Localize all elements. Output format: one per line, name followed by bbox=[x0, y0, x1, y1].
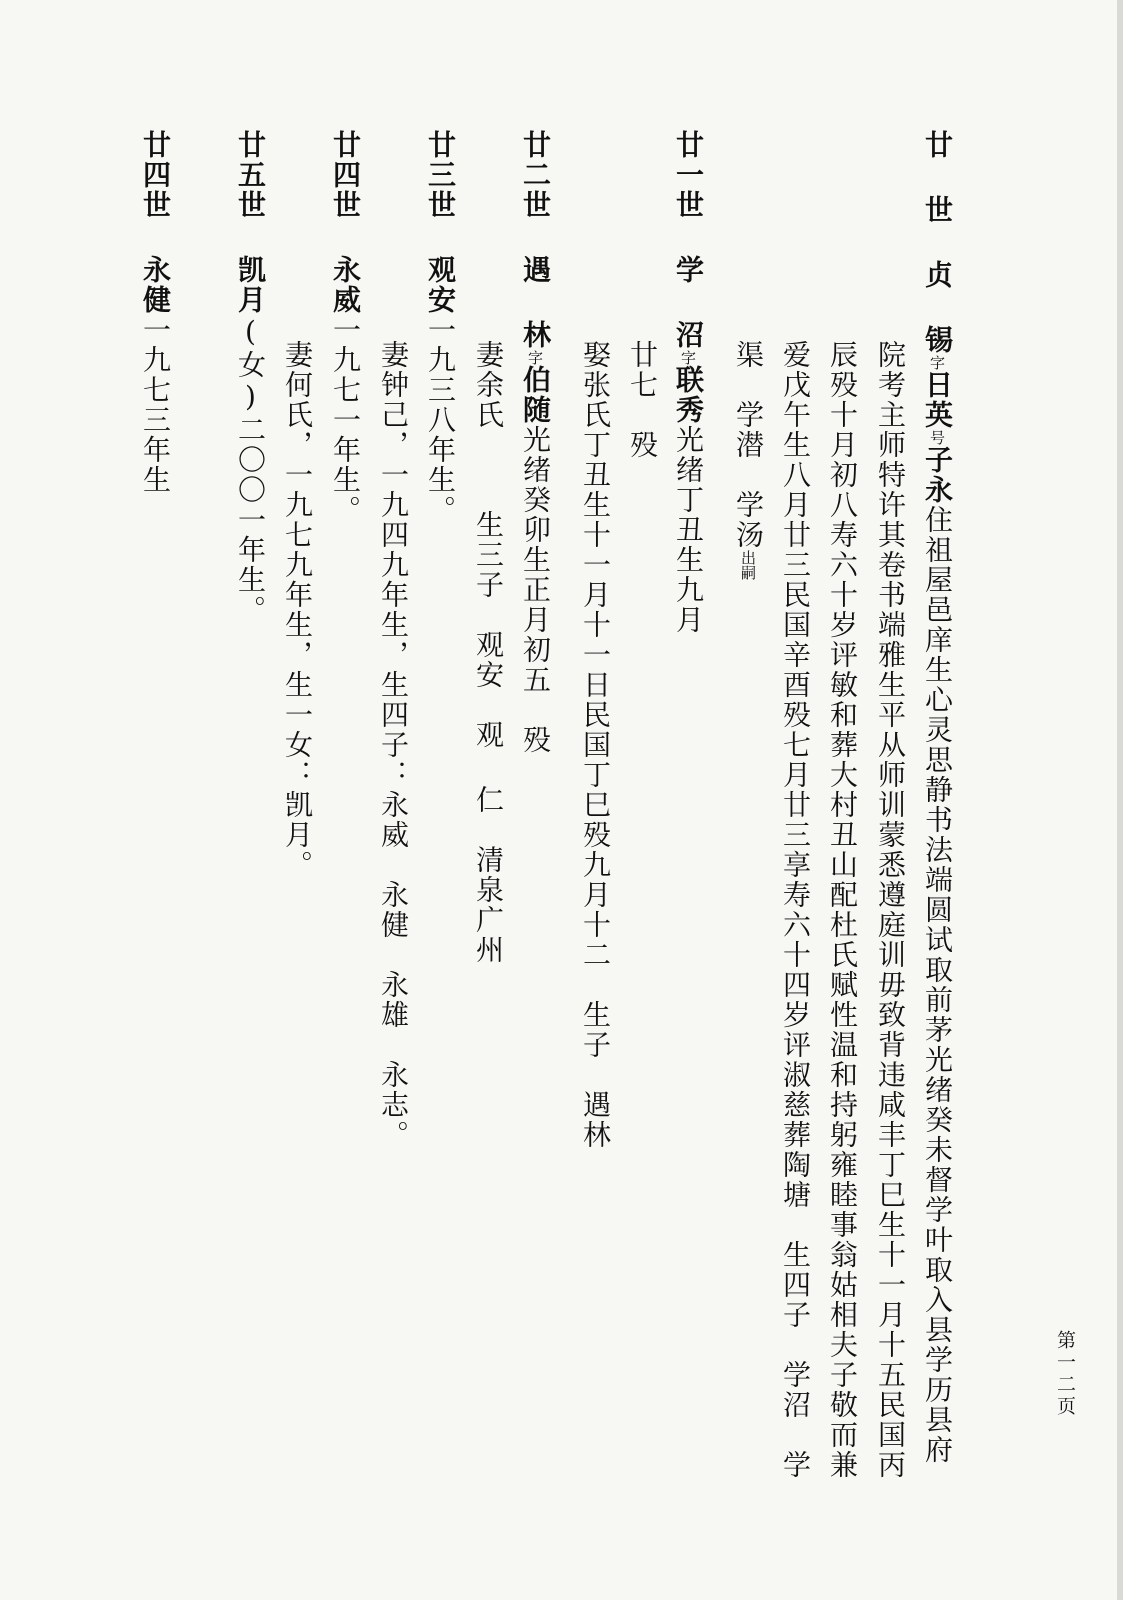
gen20-line5-text: 渠 学潜 学汤 bbox=[732, 340, 765, 550]
gen20-head-text: 廿 世 贞 锡 bbox=[921, 130, 954, 355]
gen24b-head bbox=[135, 130, 175, 495]
gen21-zi-note: 字 bbox=[679, 350, 697, 365]
page-edge bbox=[1117, 0, 1123, 1600]
gen25-rest: (女)二〇〇一年生。 bbox=[234, 315, 267, 625]
gen25-parent-wife: 妻何氏，一九七九年生，生一女：凯月。 bbox=[281, 340, 314, 880]
gen20-zi-note: 字 bbox=[928, 355, 946, 370]
gen21-line2-a: 廿七 bbox=[626, 340, 659, 400]
gen25-head bbox=[230, 130, 270, 625]
gen24b-head-text: 廿四世 永 bbox=[139, 130, 172, 285]
gen21-wife-a: 娶张氏丁丑生十一月十一日民国丁巳殁九月十二 bbox=[579, 340, 612, 970]
gen20-line2: 院考主师特许其卷书端雅生平从师训蒙悉遵庭训毋致背违咸丰丁巳生十一月十五民国丙 bbox=[874, 340, 907, 1480]
gen24a-rest: 一九七一年生。 bbox=[329, 315, 362, 525]
gen22-wife-a: 妻余氏 bbox=[472, 340, 505, 430]
gen22-line1-a: 光绪癸卯生正月初五 bbox=[519, 425, 552, 695]
gen23-name2: 安 bbox=[424, 285, 457, 315]
gen22-head-text: 廿二世 遇 林 bbox=[519, 130, 552, 350]
gen21-line1-rest: 光绪丁丑生九月 bbox=[672, 425, 705, 635]
gen24a-name2: 威 bbox=[329, 285, 362, 315]
gen22-wife-b: 生三子 观安 观 仁 清泉广州 bbox=[472, 510, 505, 965]
gen21-wife-b: 生子 遇林 bbox=[579, 1000, 612, 1150]
gen25-head-text: 廿五世 凯 bbox=[234, 130, 267, 285]
gen20-line4-tail: 生四子 学沼 学 bbox=[779, 1240, 812, 1480]
gen20-line3: 辰殁十月初八寿六十岁评敏和葬大村丑山配杜氏赋性温和持躬雍睦事翁姑相夫子敬而兼 bbox=[826, 340, 859, 1480]
gen24a-head-text: 廿四世 永 bbox=[329, 130, 362, 285]
gen21-line2-b: 殁 bbox=[626, 430, 659, 460]
gen21-head-text: 廿一世 学 沼 bbox=[672, 130, 705, 350]
gen23-rest: 一九三八年生。 bbox=[424, 315, 457, 525]
gen22-head bbox=[515, 130, 555, 755]
gen23-wife: 妻钟己，一九四九年生，生四子：永威 永健 永雄 永志。 bbox=[377, 340, 410, 1150]
gen21-line2 bbox=[622, 340, 662, 460]
gen21-head bbox=[668, 130, 708, 635]
gen25-name2: 月 bbox=[234, 285, 267, 315]
gen22-wife bbox=[468, 340, 508, 965]
gen20-line4-wrap bbox=[775, 340, 815, 1480]
gen20-line1-rest: 住祖屋邑庠生心灵思静书法端圆试取前茅光绪癸未督学叶取入县学历县府 bbox=[921, 505, 954, 1465]
gen22-courtesy: 伯随 bbox=[519, 365, 552, 425]
gen21-wife bbox=[575, 340, 615, 1150]
gen20-hao-note: 号 bbox=[928, 430, 946, 445]
gen22-zi-note: 字 bbox=[526, 350, 544, 365]
gen22-line1-b: 殁 bbox=[519, 725, 552, 755]
gen24b-name2: 健 bbox=[139, 285, 172, 315]
page-number: 第一二页 bbox=[1054, 1330, 1076, 1418]
gen23-head-text: 廿三世 观 bbox=[424, 130, 457, 285]
gen20-line5 bbox=[728, 340, 768, 580]
gen20-head bbox=[917, 130, 957, 1465]
gen20-line5-note: 出嗣 bbox=[739, 550, 757, 580]
gen21-courtesy: 联秀 bbox=[672, 365, 705, 425]
gen20-line4: 爱戊午生八月廿三民国辛酉殁七月廿三享寿六十四岁评淑慈葬陶塘 bbox=[779, 340, 812, 1210]
gen20-courtesy: 日英 bbox=[921, 370, 954, 430]
gen24b-rest: 一九七三年生 bbox=[139, 315, 172, 495]
gen23-head bbox=[420, 130, 460, 525]
gen20-hao: 子永 bbox=[921, 445, 954, 505]
gen24a-head bbox=[325, 130, 365, 525]
